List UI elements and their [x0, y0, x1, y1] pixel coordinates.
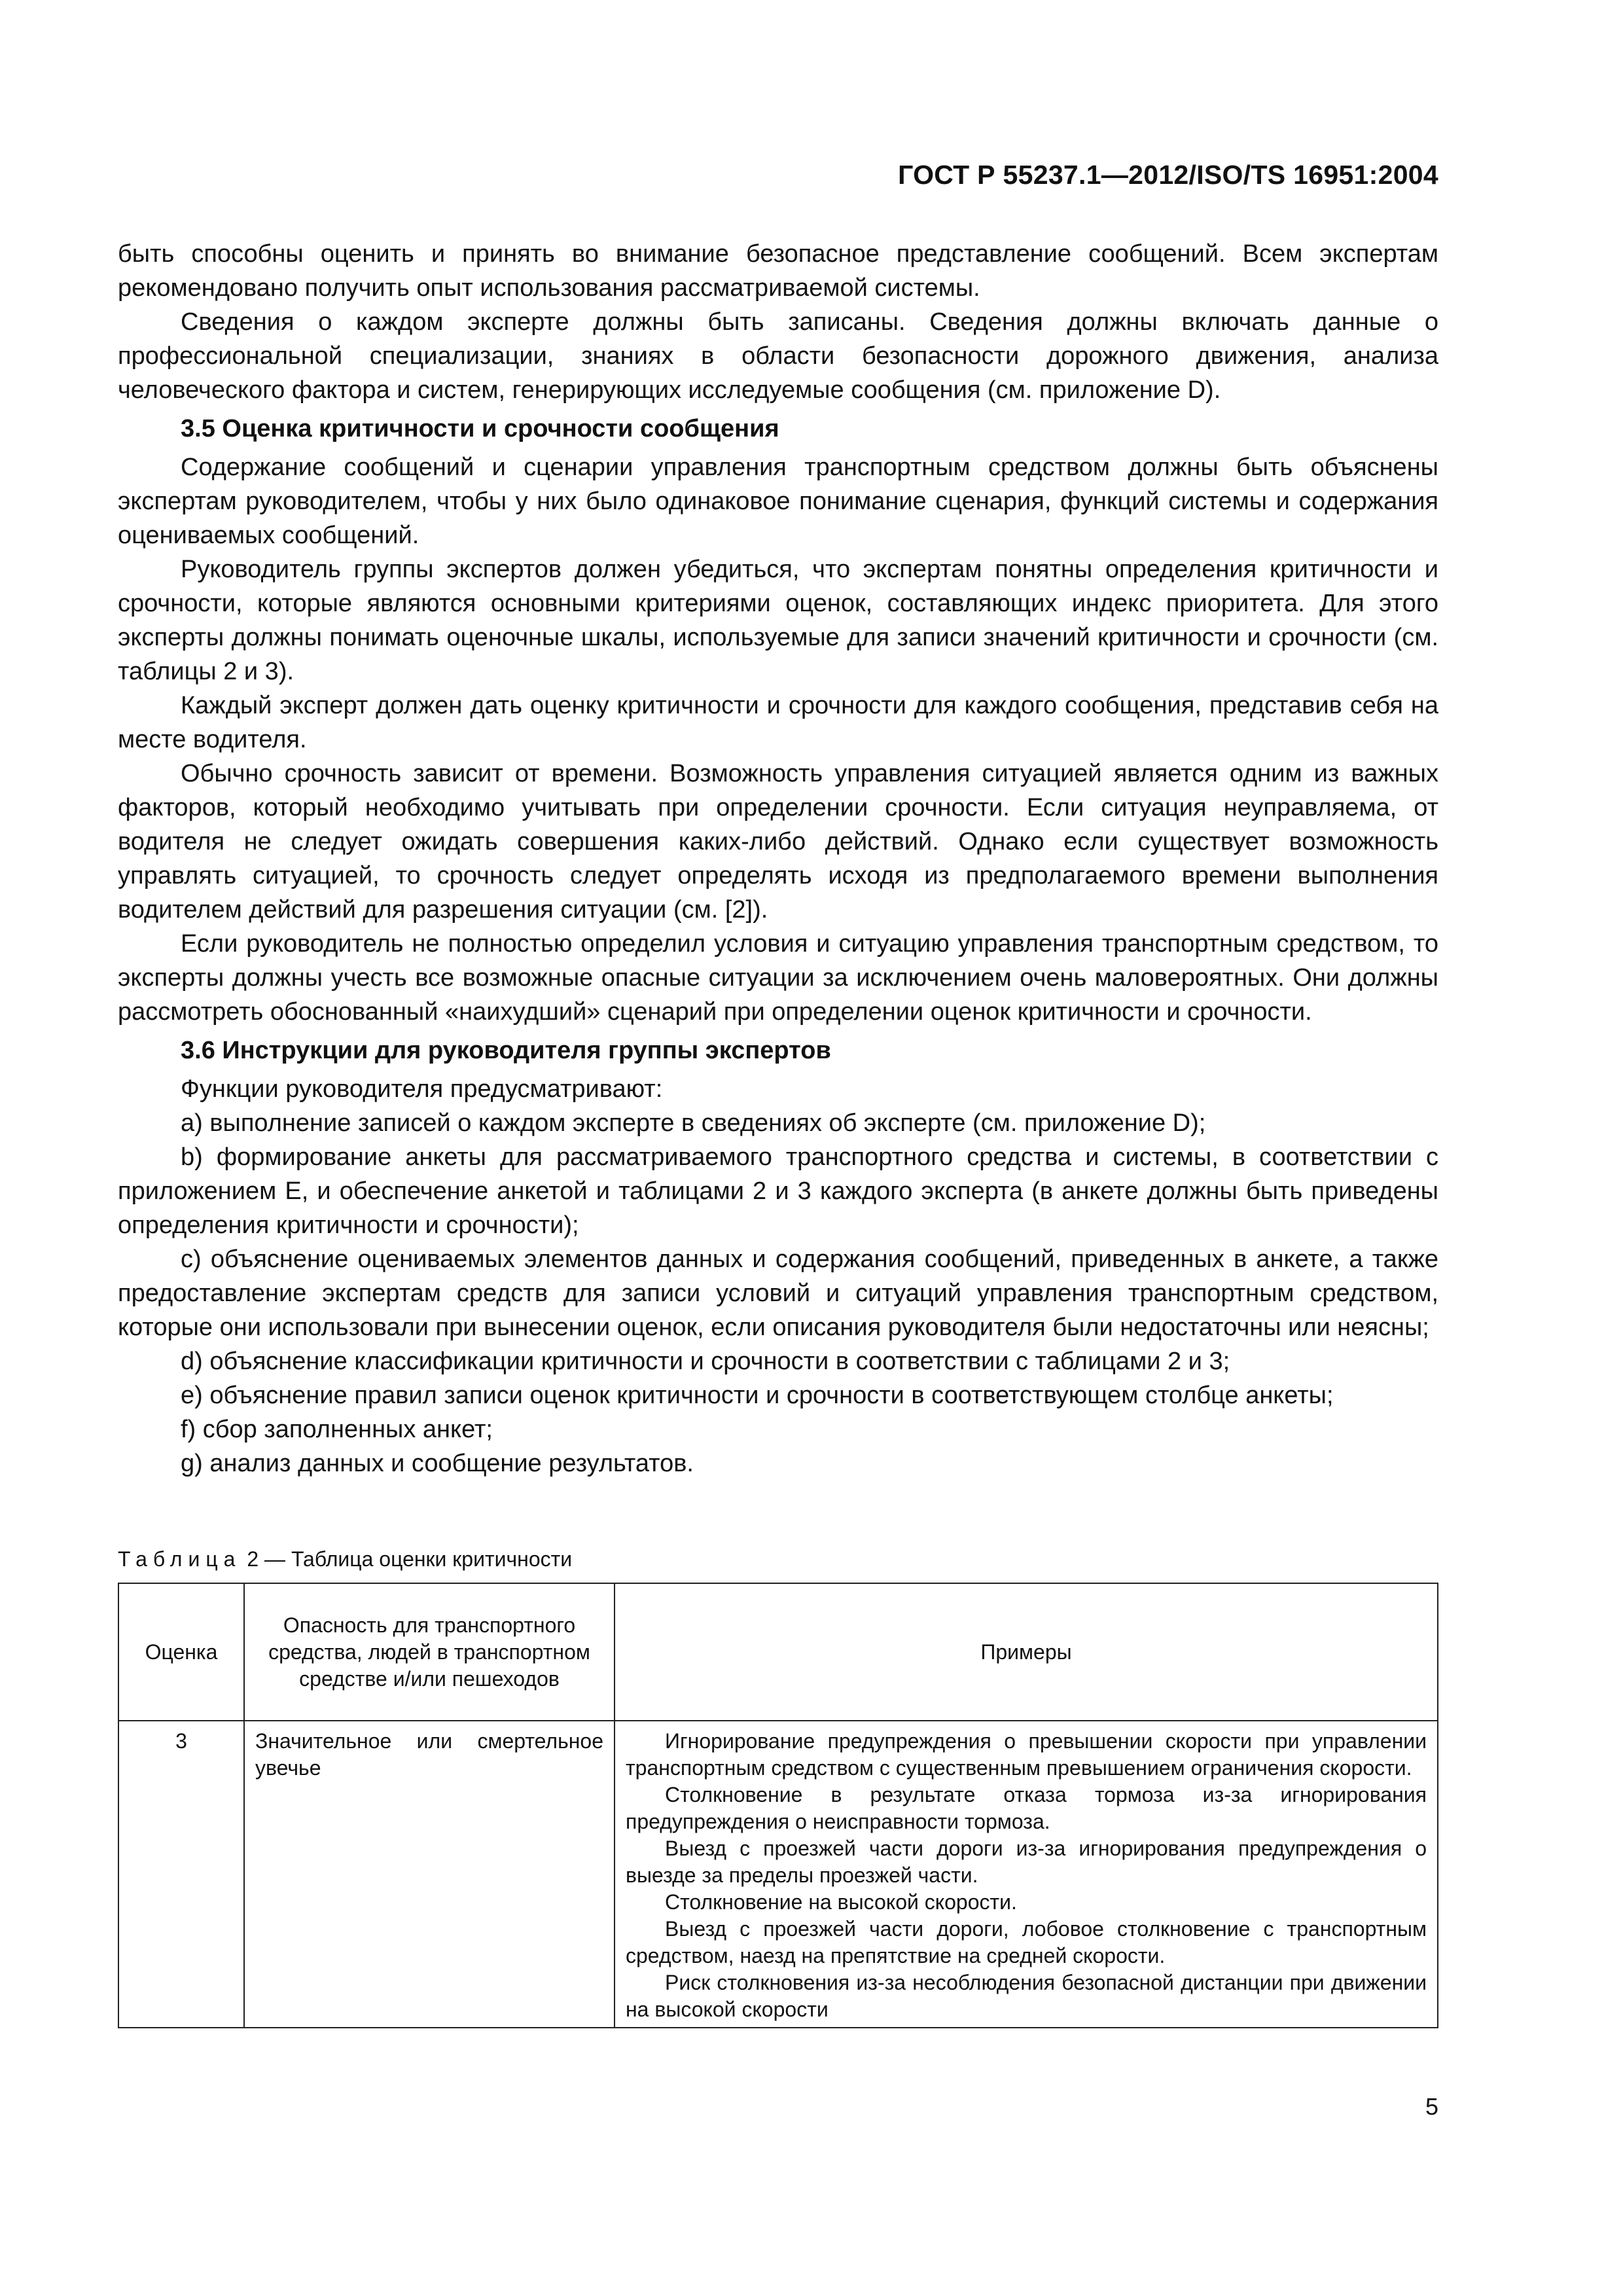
- example-item: Столкновение на высокой скорости.: [665, 1890, 1017, 1914]
- section-heading-3-6: 3.6 Инструкции для руководителя группы экспертов: [181, 1037, 831, 1064]
- list-item-b: b) формирование анкеты для рассматриваемого транспортного средства и системы, в соответствии с приложением Е, и обеспечение анкетой и таблицами 2 и 3 каждого эксперта (в анкете должны быть приведены определения критичности и срочности);: [118, 1143, 1438, 1239]
- paragraph: Сведения о каждом эксперте должны быть записаны. Сведения должны включать данные о профессиональной специализации, знаниях в области безопасности дорожного движения, анализа человеческого фактора и систем, генерирующих исследуемые сообщения (см. приложение D).: [118, 308, 1438, 404]
- list-item-g: g) анализ данных и сообщение результатов.: [181, 1450, 694, 1477]
- section-heading-3-5: 3.5 Оценка критичности и срочности сообщения: [181, 415, 779, 442]
- list-item-a: a) выполнение записей о каждом эксперте в сведениях об эксперте (см. приложение D);: [181, 1109, 1206, 1137]
- document-body: [118, 237, 1438, 1480]
- paragraph: Обычно срочность зависит от времени. Возможность управления ситуацией является одним из важных факторов, который необходимо учитывать при определении срочности. Если ситуация неуправляема, от водителя не следует ожидать совершения каких-либо действий. Однако если существует возможность управлять ситуацией, то срочность следует определять исходя из предполагаемого времени выполнения водителем действий для разрешения ситуации (см. [2]).: [118, 760, 1438, 924]
- example-item: Выезд с проезжей части дороги из-за игнорирования предупреждения о выезде за пределы проезжей части.: [626, 1837, 1427, 1887]
- list-item-c: c) объяснение оцениваемых элементов данных и содержания сообщений, приведенных в анкете, а также предоставление экспертам средств для записи условий и ситуаций управления транспортным средством, которые они использовали при вынесении оценок, если описания руководителя были недостаточны или неясны;: [118, 1246, 1438, 1341]
- paragraph: Каждый эксперт должен дать оценку критичности и срочности для каждого сообщения, представив себя на месте водителя.: [118, 692, 1438, 753]
- column-header-score: Оценка: [118, 1583, 244, 1721]
- criticality-table: [118, 1583, 1438, 2028]
- list-item-e: e) объяснение правил записи оценок критичности и срочности в соответствующем столбце анкеты;: [181, 1382, 1334, 1409]
- example-item: Столкновение в результате отказа тормоза из-за игнорирования предупреждения о неисправности тормоза.: [626, 1783, 1427, 1833]
- column-header-danger: Опасность для транспортного средства, людей в транспортном средстве и/или пешеходов: [244, 1583, 615, 1721]
- example-item: Игнорирование предупреждения о превышении скорости при управлении транспортным средством с существенным превышением ограничения скорости.: [626, 1729, 1427, 1780]
- cell-danger: Значительное или смертельное увечье: [244, 1721, 615, 2028]
- list-item-d: d) объяснение классификации критичности и срочности в соответствии с таблицами 2 и 3;: [181, 1348, 1230, 1375]
- paragraph: Если руководитель не полностью определил условия и ситуацию управления транспортным средством, то эксперты должны учесть все возможные опасные ситуации за исключением очень маловероятных. Они должны рассмотреть обоснованный «наихудший» сценарий при определении оценок критичности и срочности.: [118, 930, 1438, 1026]
- example-item: Риск столкновения из-за несоблюдения безопасной дистанции при движении на высокой скорости: [626, 1971, 1427, 2021]
- paragraph: Руководитель группы экспертов должен убедиться, что экспертам понятны определения критичности и срочности, которые являются основными критериями оценок, составляющих индекс приоритета. Для этого эксперты должны понимать оценочные шкалы, используемые для записи значений критичности и срочности (см. таблицы 2 и 3).: [118, 556, 1438, 685]
- paragraph: быть способны оценить и принять во внимание безопасное представление сообщений. Всем экспертам рекомендовано получить опыт использования рассматриваемой системы.: [118, 240, 1438, 302]
- document-header: ГОСТ Р 55237.1—2012/ISO/TS 16951:2004: [898, 160, 1438, 190]
- example-item: Выезд с проезжей части дороги, лобовое столкновение с транспортным средством, наезд на препятствие на средней скорости.: [626, 1917, 1427, 1967]
- cell-score: 3: [118, 1721, 244, 2028]
- table-caption-text: 2 — Таблица оценки критичности: [247, 1547, 573, 1571]
- paragraph: Содержание сообщений и сценарии управления транспортным средством должны быть объяснены экспертам руководителем, чтобы у них было одинаковое понимание сценария, функций системы и содержания оцениваемых сообщений.: [118, 454, 1438, 549]
- cell-examples: [615, 1721, 1438, 2028]
- table-caption-label: Таблица: [118, 1547, 241, 1571]
- paragraph: Функции руководителя предусматривают:: [181, 1075, 663, 1103]
- list-item-f: f) сбор заполненных анкет;: [181, 1416, 493, 1443]
- table-caption: [118, 1546, 572, 1572]
- page-number: 5: [1425, 2093, 1438, 2120]
- table-row: [118, 1721, 1438, 2028]
- table-header-row: [118, 1583, 1438, 1721]
- column-header-examples: Примеры: [615, 1583, 1438, 1721]
